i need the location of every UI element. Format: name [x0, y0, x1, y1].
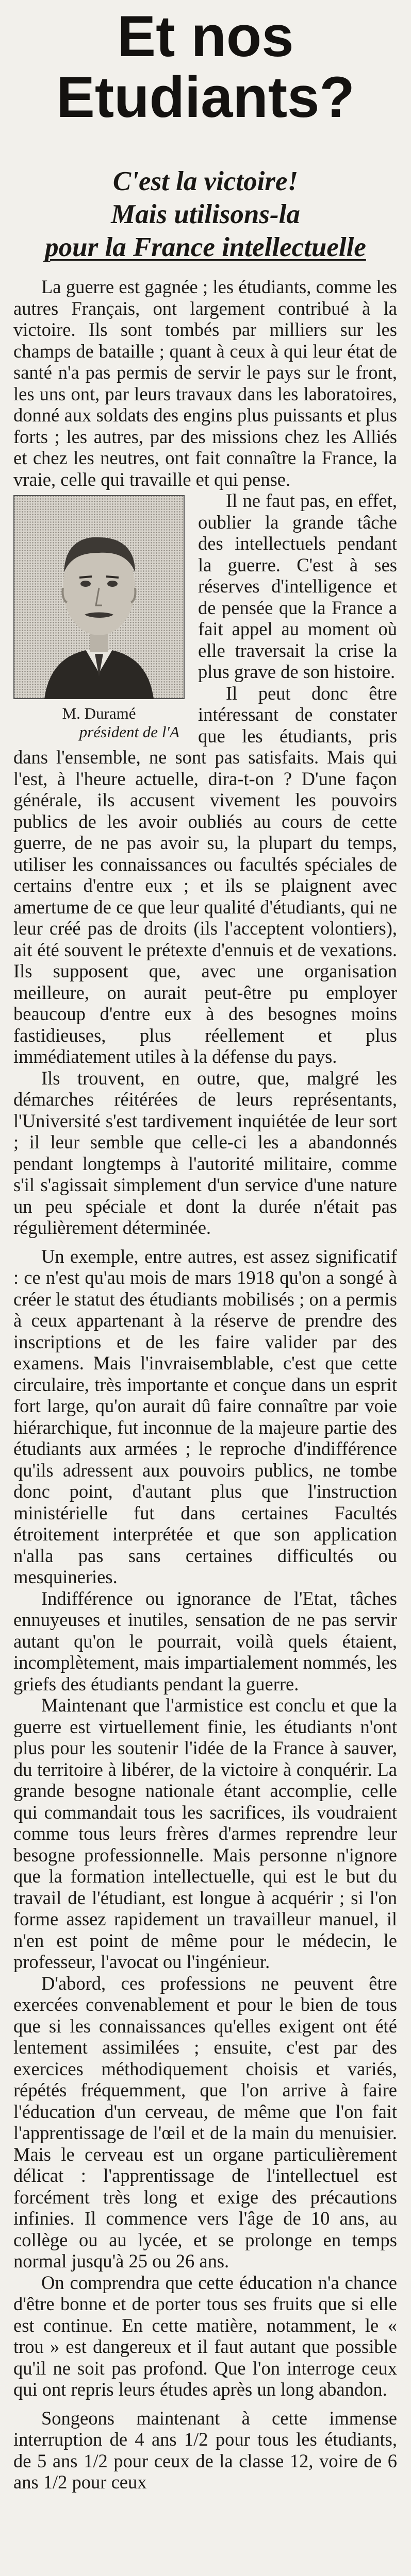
headline-line-1: Et nos	[117, 4, 294, 69]
paragraph-2: Il ne faut pas, en effet, oublier la grande tâche des intellectuels pendant la guerre. C'est à ses réserves d'intelligence et de pensée que la France a fait appel au moment où elle traversait la crise la plus grave de son histoire.	[198, 490, 397, 682]
kicker-line-2: Mais utilisons-la	[111, 199, 300, 229]
paragraph-4: Ils trouvent, en outre, que, malgré les démarches réitérées de leurs représentants, l'Université s'est tardivement inquiétée de leur sort ; il leur semble que celle-ci les a abandonnés pendant longtemps à l'autorité militaire, comme s'il s'agissait simplement d'un service d'une nature un peu spéciale et dont la durée n'était pas régulièrement déterminée.	[13, 1067, 397, 1238]
portrait-caption	[13, 699, 185, 741]
paragraph-1: La guerre est gagnée ; les étudiants, comme les autres Français, ont largement contribué à la victoire. Ils sont tombés par milliers sur les champs de bataille ; quant à ceux à qui leur état de santé n'a pas permis de servir le pays sur le front, les uns ont, par leurs travaux dans les laboratoires, donné aux soldats des engins plus puissants et plus forts ; les autres, par des missions chez les Alliés et chez les neutres, ont fait connaître la France, la vraie, celle qui travaille et qui pense.	[13, 276, 397, 490]
paragraph-9: On comprendra que cette éducation n'a chance d'être bonne et de porter tous ses fruits que si elle est continue. En cette matière, notamment, le « trou » est dangereux et il faut autant que possible qu'il ne soit pas profond. Que l'on interroge ceux qui ont repris leurs études après un long abandon.	[13, 2272, 397, 2400]
paragraph-8: D'abord, ces professions ne peuvent être exercées convenablement et pour le bien de tous que si les connaissances qu'elles exigent ont été lentement assimilées ; ensuite, c'est par des exercices méthodiquement choisis et variés, répétés fréquemment, que l'on arrive à faire l'éducation d'un cerveau, de même que l'on fait l'apprentissage de l'œil et de la main du menuisier. Mais le cerveau est un organe particulièrement délicat : l'apprentissage de l'intellectuel est forcément très long et exige des précautions infinies. Il commence vers l'âge de 10 ans, au collège ou au lycée, et se prolonge en temps normal jusqu'à 25 ou 26 ans.	[13, 1972, 397, 2272]
paragraph-5: Un exemple, entre autres, est assez significatif : ce n'est qu'au mois de mars 1918 qu'on a songé à créer le statut des étudiants mobilisés ; on a permis à ceux appartenant à la réserve de prendre des inscriptions et de les faire valider par des examens. Mais l'invraisemblable, c'est que cette circulaire, très importante et conçue dans un esprit fort large, qu'on aurait dû faire connaître par voie hiérarchique, fut inconnue de la majeure partie des étudiants aux armées ; le reproche d'indifférence qu'ils adressent aux pouvoirs publics, ne tombe donc point, d'autant plus que l'instruction ministérielle fut dans certaines Facultés étroitement interprétée et que son application n'alla pas sans certaines difficultés ou mesquineries.	[13, 1245, 397, 1587]
portrait-photo	[13, 495, 185, 699]
headline-line-2: Etudiants?	[56, 65, 355, 129]
kicker-line-1: C'est la victoire!	[112, 166, 299, 196]
article-body	[13, 276, 397, 2576]
kicker	[0, 165, 411, 264]
paragraph-10: Songeons maintenant à cette immense interruption de 4 ans 1/2 pour tous les étudiants, de 5 ans 1/2 pour ceux de la classe 12, voire de 6 ans 1/2 pour ceux	[13, 2407, 397, 2493]
paragraph-6: Indifférence ou ignorance de l'Etat, tâches ennuyeuses et inutiles, sensation de ne pas servir autant qu'on le pourrait, voilà quels étaient, incomplètement, mais impartialement nommés, les griefs des étudiants pendant la guerre.	[13, 1587, 397, 1694]
portrait-role: président de l'A	[79, 723, 179, 741]
portrait-name: M. Duramé	[62, 704, 136, 722]
paragraph-7: Maintenant que l'armistice est conclu et que la guerre est virtuellement finie, les étudiants n'ont plus pour les soutenir l'idée de la France à sauver, du territoire à libérer, de la victoire à conquérir. La grande besogne nationale étant accomplie, celle qui commandait tous les sacrifices, ils voudraient comme tous leurs frères d'armes reprendre leur besogne professionnelle. Mais personne n'ignore que la formation intellectuelle, qui est le but du travail de l'étudiant, est longue à acquérir ; si l'on forme assez rapidement un travailleur manuel, il n'en est point de même pour le médecin, le professeur, l'avocat ou l'ingénieur.	[13, 1694, 397, 1972]
paragraph-3: Il peut donc être intéressant de constater que les étudiants, pris dans l'ensemble, ne sont pas satisfaits. Mais qui l'est, à l'heure actuelle, dira-t-on ? D'une façon générale, ils accusent vivement les pouvoirs publics de les avoir oubliés au cours de cette guerre, de ne pas avoir su, la plupart du temps, utiliser les connaissances ou facultés spéciales de certains d'entre eux ; et ils se plaignent avec amertume de ce que leur qualité d'étudiants, qui ne leur créé pas de droits (ils l'acceptent volontiers), ait été souvent le prétexte d'ennuis et de vexations. Ils supposent que, avec une organisation meilleure, on aurait peut-être pu employer beaucoup d'entre eux à des besognes moins fastidieuses, plus réellement et plus immédiatement utiles à la défense du pays.	[13, 682, 397, 1067]
headline	[0, 6, 411, 128]
kicker-line-3: pour la France intellectuelle	[45, 232, 366, 262]
portrait-figure	[13, 495, 185, 741]
